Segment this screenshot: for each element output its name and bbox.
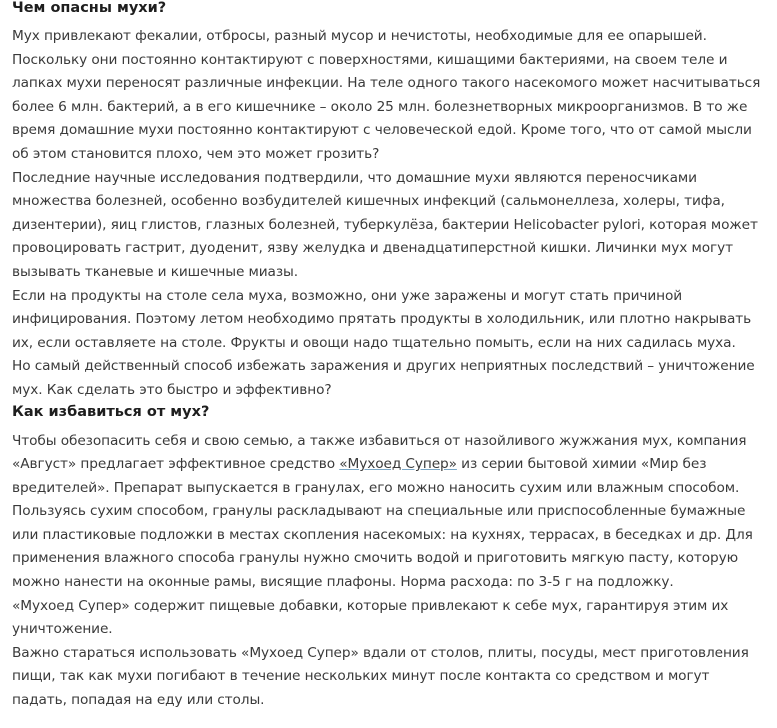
heading-get-rid-of-flies: Как избавиться от мух? <box>12 403 210 420</box>
paragraph-food-contamination: Если на продукты на столе села муха, возможно, они уже заражены и могут стать причиной инфицирования. Поэтому летом необходимо прятать продукты в холодильник, или плотно накрывать их, если оставляете на столе. Фрукты и овощи надо тщательно помыть, если на них садилась муха. <box>12 287 752 351</box>
paragraph-food-additives: «Мухоед Супер» содержит пищевые добавки, которые привлекают к себе мух, гарантируя этим их уничтожение. <box>12 597 729 638</box>
paragraph-extermination: Но самый действенный способ избежать заражения и других неприятных последствий – уничтожение мух. Как сделать это быстро и эффективно? <box>12 358 755 398</box>
paragraph-product-intro <box>12 430 764 501</box>
paragraph-safety: Важно стараться использовать «Мухоед Супер» вдали от столов, плиты, посуды, мест приготовления пищи, так как мухи погибают в течение нескольких минут после контакта со средством и могут падать, попадая на еду или столы. <box>12 644 749 709</box>
product-intro-text: Чтобы обезопасить себя и свою семью, а также избавиться от назойливого жужжания мух, компания «Август» предлагает эффективное средство <box>12 432 747 473</box>
heading-fly-dangers: Чем опасны мухи? <box>12 0 167 16</box>
product-intro-text-end: из серии бытовой химии «Мир без вредителей». Препарат выпускается в гранулах, его можно наносить сухим или влажным способом. <box>12 456 740 496</box>
product-link[interactable]: «Мухоед Супер» <box>339 456 457 473</box>
paragraph-attractants: Мух привлекают фекалии, отбросы, разный мусор и нечистоты, необходимые для ее опарышей. Поскольку они постоянно контактируют с поверхностями, кишащими бактериями, на своем теле и лапках мухи переносят различные инфекции. На теле одного такого насекомого может насчитываться более 6 млн. бактерий, а в его кишечнике – около 25 млн. болезнетворных микроорганизмов. В то же время домашние мухи постоянно контактируют с человеческой едой. Кроме того, что от самой мысли об этом становится плохо, чем это может грозить? <box>12 28 761 162</box>
paragraph-diseases: Последние научные исследования подтвердили, что домашние мухи являются переносчиками множества болезней, особенно возбудителей кишечных инфекций (сальмонеллеза, холеры, тифа, дизентерии), яиц глистов, глазных болезней, туберкулёза, бактерии Helicobacter pylori, которая может провоцировать гастрит, дуоденит, язву желудка и двенадцатиперстной кишки. Личинки мух могут вызывать тканевые и кишечные миазы. <box>12 169 758 280</box>
paragraph-usage-methods: Пользуясь сухим способом, гранулы раскладывают на специальные или приспособленные бумажные или пластиковые подложки в местах скопления насекомых: на кухнях, террасах, в беседках и др. Для применения влажного способа гранулы нужно смочить водой и приготовить мягкую пасту, которую можно нанести на оконные рамы, висящие плафоны. Норма расхода: по 3-5 г на подложку. <box>12 503 753 591</box>
